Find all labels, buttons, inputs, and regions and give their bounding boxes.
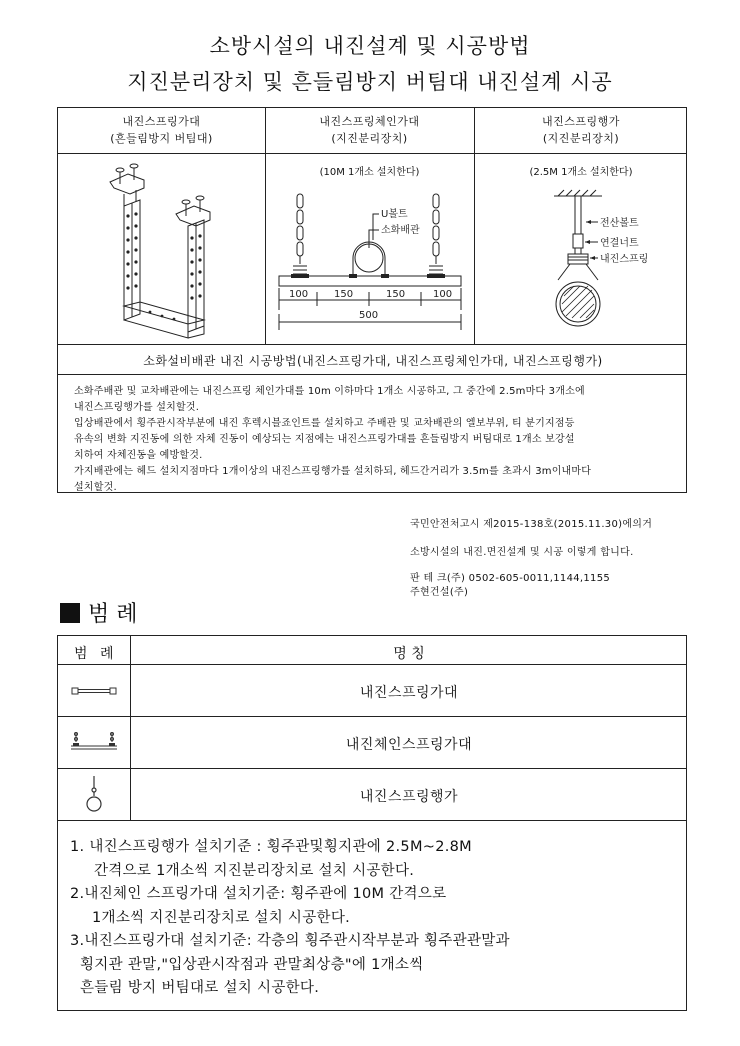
dimension-3-label: 150	[386, 289, 406, 300]
dimension-total-label: 500	[359, 310, 379, 321]
threaded-rod-label: 전산볼트	[600, 218, 639, 229]
divider	[58, 374, 686, 375]
chain-stand-interval-note: (10M 1개소 설치한다)	[319, 167, 420, 178]
column-header-spring-stand: 내진스프링가대 (흔들림방지 버팀대)	[110, 115, 213, 145]
document-title: 소방시설의 내진설계 및 시공방법	[209, 34, 531, 58]
method-line: 유속의 변화 지진동에 의한 자체 진동이 예상되는 지점에는 내진스프링가대를 흔들림방지 버팀대로 1개소 보강설	[74, 434, 575, 445]
column-header-spring-chain-stand: 내진스프링체인가대 (지진분리장치)	[319, 115, 420, 145]
divider	[58, 768, 686, 769]
method-line: 치하여 자체진동을 예방할것.	[74, 450, 203, 461]
installation-figure-table	[57, 107, 687, 493]
method-line: 가지배관에는 헤드 설치지점마다 1개이상의 내진스프링행가를 설치하되, 헤드간거리가 3.5m를 초과시 3m이내마다	[74, 466, 592, 477]
pipe-label: 소화배관	[381, 225, 420, 236]
legend-item-spring-hanger: 내진스프링행가	[359, 789, 459, 805]
standard-line: 흔들림 방지 버팀대로 설치 시공한다.	[80, 980, 320, 996]
company-contact: 판 테 크(주) 0502-605-0011,1144,1155	[410, 573, 611, 584]
method-line: 설치할것.	[74, 482, 117, 493]
method-description	[74, 384, 674, 496]
standard-line: 횡지관 관말,"입상관시작점과 관말최상층"에 1개소씩	[80, 956, 424, 973]
installation-standards	[70, 836, 510, 1001]
ubolt-label: U볼트	[381, 209, 408, 220]
seismic-spring-label: 내진스프링	[600, 254, 649, 265]
legend-item-chain-spring-stand: 내진체인스프링가대	[345, 737, 473, 753]
spring-hanger-symbol-icon	[82, 774, 106, 814]
column-header-spring-hanger: 내진스프링행가 (지진분리장치)	[542, 115, 620, 145]
legend-item-spring-stand: 내진스프링가대	[359, 685, 459, 701]
divider	[58, 820, 686, 821]
legend-heading	[60, 597, 138, 628]
standard-line: 간격으로 1개소씩 지진분리장치로 설치 시공한다.	[94, 862, 415, 879]
method-title: 소화설비배관 내진 시공방법(내진스프링가대, 내진스프링체인가대, 내진스프링행가)	[143, 354, 603, 368]
dimension-4-label: 100	[433, 289, 453, 300]
legend-heading-text: 범 례	[88, 602, 138, 627]
method-line: 소화주배관 및 교차배관에는 내진스프링 체인가대를 10m 이하마다 1개소 시공하고, 그 중간에 2.5m마다 3개소에	[74, 386, 585, 397]
hanger-interval-note: (2.5M 1개소 설치한다)	[529, 167, 633, 178]
method-line: 입상배관에서 횡주관시작부분에 내진 후렉시블죠인트를 설치하고 주배관 및 교차배관의 엘보부위, 티 분기지점등	[74, 418, 575, 429]
spring-chain-stand-diagram	[265, 154, 474, 344]
divider	[58, 344, 686, 345]
legend-column-symbol: 범 례	[74, 646, 118, 662]
standard-line: 1개소씩 지진분리장치로 설치 시공한다.	[92, 909, 351, 926]
document-subtitle: 지진분리장치 및 흔들림방지 버팀대 내진설계 시공	[127, 70, 613, 94]
bullet-square-icon	[60, 603, 80, 623]
slogan: 소방시설의 내진.면진설계 및 시공 이렇게 합니다.	[410, 547, 634, 558]
legend-column-name: 명 칭	[393, 646, 425, 662]
company-name: 주현건설(주)	[410, 587, 469, 598]
chain-spring-stand-symbol-icon	[68, 730, 120, 756]
spring-stand-symbol-icon	[70, 684, 118, 700]
coupling-nut-label: 연결너트	[600, 238, 639, 249]
method-line: 내진스프링행가를 설치할것.	[74, 402, 200, 413]
regulation-notice: 국민안전처고시 제2015-138호(2015.11.30)에의거	[410, 519, 653, 530]
divider	[58, 664, 686, 665]
legend-table	[57, 635, 687, 1011]
dimension-2-label: 150	[334, 289, 354, 300]
dimension-1-label: 100	[289, 289, 309, 300]
standard-line: 3.내진스프링가대 설치기준: 각층의 횡주관시작부분과 횡주관관말과	[70, 933, 510, 949]
divider	[58, 716, 686, 717]
spring-stand-diagram	[58, 154, 265, 344]
spring-hanger-diagram	[474, 154, 688, 344]
standard-line: 1. 내진스프링행가 설치기준 : 횡주관및횡지관에 2.5M~2.8M	[70, 839, 472, 855]
standard-line: 2.내진체인 스프링가대 설치기준: 횡주관에 10M 간격으로	[70, 886, 447, 902]
